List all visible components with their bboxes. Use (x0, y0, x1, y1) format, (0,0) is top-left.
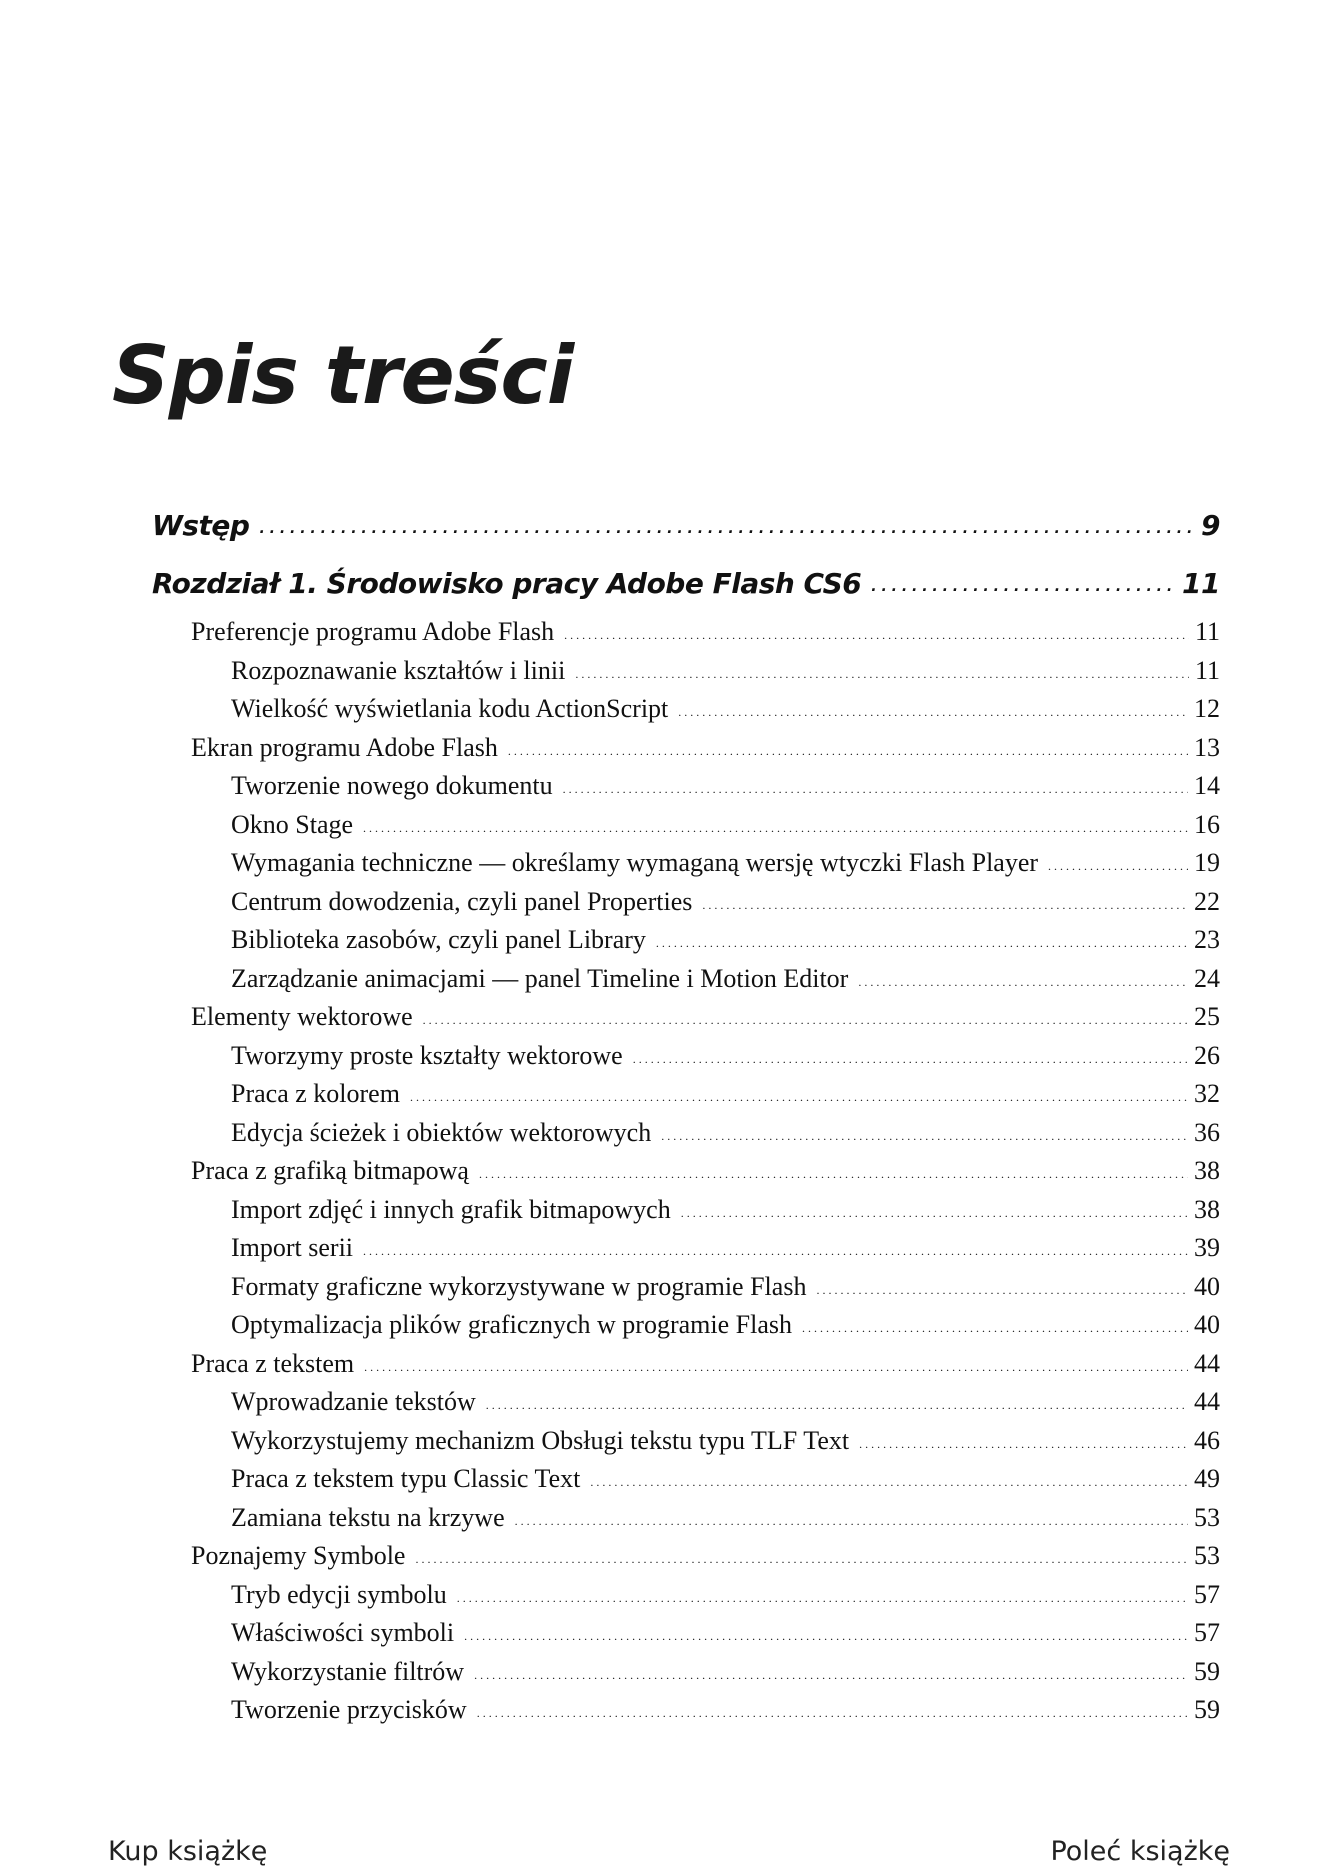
toc-dot-leader (457, 1578, 1188, 1604)
toc-subsection-entry[interactable] (152, 1653, 1220, 1692)
toc-subsection-entry[interactable] (152, 1422, 1220, 1461)
toc-subsection-entry[interactable] (152, 1306, 1220, 1345)
toc-entry-title: Wielkość wyświetlania kodu ActionScript (231, 694, 669, 723)
toc-subsection-entry[interactable] (152, 1114, 1220, 1153)
toc-entry-title: Import serii (231, 1233, 354, 1262)
toc-dot-leader (702, 885, 1188, 911)
toc-subsection-entry[interactable] (152, 883, 1220, 922)
toc-entry-title: Tworzenie przycisków (231, 1695, 467, 1724)
recommend-book-link[interactable]: Poleć książkę (1050, 1836, 1230, 1867)
toc-dot-leader (363, 808, 1188, 834)
toc-entry-title: Zarządzanie animacjami — panel Timeline i Motion Editor (231, 963, 849, 993)
toc-entry-title: Praca z grafiką bitmapową (191, 1156, 469, 1185)
toc-subsection-entry[interactable] (152, 1191, 1220, 1230)
toc-entry-title: Wprowadzanie tekstów (231, 1387, 476, 1416)
toc-entry-page-number: 53 (1194, 1541, 1220, 1570)
toc-entry-title: Wymagania techniczne — określamy wymaganą wersję wtyczki Flash Player (231, 848, 1039, 877)
toc-dot-leader (410, 1077, 1188, 1103)
toc-entry-title: Edycja ścieżek i obiektów wektorowych (231, 1117, 652, 1147)
toc-entry-title: Preferencje programu Adobe Flash (191, 617, 555, 646)
toc-dot-leader (678, 692, 1188, 718)
toc-entry-page-number: 57 (1194, 1618, 1220, 1647)
toc-section-entry[interactable] (152, 1152, 1220, 1191)
toc-dot-leader (575, 654, 1189, 680)
toc-entry-title: Praca z tekstem typu Classic Text (231, 1464, 581, 1493)
toc-subsection-entry[interactable] (152, 1075, 1220, 1114)
toc-subsection-entry[interactable] (152, 1037, 1220, 1076)
toc-subsection-entry[interactable] (152, 1229, 1220, 1268)
toc-section-entry[interactable] (152, 729, 1220, 768)
toc-entry-page-number: 22 (1194, 886, 1220, 916)
toc-entry-title: Wykorzystanie filtrów (231, 1656, 465, 1686)
toc-section-entry[interactable] (152, 1537, 1220, 1576)
buy-book-link[interactable]: Kup książkę (108, 1836, 268, 1867)
toc-dot-leader (486, 1385, 1188, 1411)
toc-dot-leader (564, 615, 1189, 641)
toc-subsection-entry[interactable] (152, 921, 1220, 960)
toc-entry-page-number: 38 (1194, 1156, 1220, 1185)
toc-entry-page-number: 46 (1194, 1425, 1220, 1455)
toc-subsection-entry[interactable] (152, 1383, 1220, 1422)
toc-subsection-entry[interactable] (152, 652, 1220, 691)
toc-dot-leader (259, 508, 1195, 536)
toc-entry-title: Rozpoznawanie kształtów i linii (231, 655, 566, 685)
toc-dot-leader (479, 1154, 1188, 1180)
toc-entry-page-number: 32 (1194, 1079, 1220, 1108)
toc-dot-leader (1048, 846, 1188, 872)
toc-entry-page-number: 49 (1194, 1464, 1220, 1493)
toc-entry-title: Tworzymy proste kształty wektorowe (231, 1040, 623, 1070)
toc-subsection-entry[interactable] (152, 1691, 1220, 1730)
toc-entry-page-number: 26 (1194, 1040, 1220, 1070)
toc-subsection-entry[interactable] (152, 1614, 1220, 1653)
toc-entry-title: Biblioteka zasobów, czyli panel Library (231, 925, 646, 954)
toc-dot-leader (633, 1039, 1188, 1065)
toc-subsection-entry[interactable] (152, 1499, 1220, 1538)
toc-entry-title: Praca z kolorem (231, 1079, 400, 1108)
toc-subsection-entry[interactable] (152, 1268, 1220, 1307)
toc-entry-page-number: 11 (1194, 617, 1220, 646)
toc-section-entry[interactable] (152, 613, 1220, 652)
toc-dot-leader (661, 1116, 1188, 1142)
toc-entry-title: Właściwości symboli (231, 1618, 455, 1647)
toc-entry-title: Zamiana tekstu na krzywe (231, 1502, 505, 1532)
toc-chapter-entry[interactable] (152, 497, 1220, 555)
toc-dot-leader (464, 1616, 1188, 1642)
toc-section-entry[interactable] (152, 998, 1220, 1037)
toc-dot-leader (515, 1501, 1188, 1527)
toc-subsection-entry[interactable] (152, 960, 1220, 999)
toc-entry-page-number: 12 (1194, 694, 1220, 723)
toc-entry-title: Formaty graficzne wykorzystywane w programie Flash (231, 1271, 807, 1301)
toc-subsection-entry[interactable] (152, 1460, 1220, 1499)
page-title: Spis treści (112, 329, 574, 422)
toc-entry-title: Elementy wektorowe (191, 1002, 413, 1031)
toc-dot-leader (871, 566, 1176, 594)
toc-entry-title: Import zdjęć i innych grafik bitmapowych (231, 1194, 671, 1224)
toc-entry-title: Ekran programu Adobe Flash (191, 732, 498, 762)
toc-dot-leader (859, 1424, 1188, 1450)
toc-entry-page-number: 44 (1194, 1348, 1220, 1378)
toc-entry-title: Poznajemy Symbole (191, 1541, 406, 1570)
toc-entry-title: Tryb edycji symbolu (231, 1579, 447, 1609)
toc-chapter-entry[interactable] (152, 555, 1220, 613)
toc-entry-title: Wykorzystujemy mechanizm Obsługi tekstu typu TLF Text (231, 1425, 850, 1455)
toc-entry-title: Wstęp (152, 509, 250, 542)
toc-dot-leader (363, 1231, 1188, 1257)
toc-dot-leader (423, 1000, 1188, 1026)
toc-entry-page-number: 36 (1194, 1117, 1220, 1147)
toc-entry-title: Okno Stage (231, 809, 354, 839)
toc-entry-page-number: 25 (1194, 1002, 1220, 1031)
table-of-contents (152, 497, 1220, 1730)
toc-dot-leader (563, 769, 1188, 795)
toc-dot-leader (802, 1308, 1188, 1334)
toc-dot-leader (508, 731, 1188, 757)
toc-entry-page-number: 19 (1194, 848, 1220, 877)
toc-subsection-entry[interactable] (152, 806, 1220, 845)
toc-dot-leader (816, 1270, 1188, 1296)
toc-entry-title: Praca z tekstem (191, 1348, 355, 1378)
toc-entry-page-number: 11 (1182, 567, 1220, 600)
toc-entry-title: Rozdział 1. Środowisko pracy Adobe Flash CS6 (152, 567, 862, 600)
toc-entry-page-number: 13 (1194, 732, 1220, 762)
toc-entry-page-number: 39 (1194, 1233, 1220, 1262)
toc-entry-page-number: 59 (1194, 1656, 1220, 1686)
toc-dot-leader (590, 1462, 1188, 1488)
toc-entry-page-number: 23 (1194, 925, 1220, 954)
toc-entry-page-number: 44 (1194, 1387, 1220, 1416)
toc-entry-page-number: 40 (1194, 1310, 1220, 1339)
toc-section-entry[interactable] (152, 1345, 1220, 1384)
toc-entry-title: Tworzenie nowego dokumentu (231, 771, 553, 800)
toc-entry-page-number: 24 (1194, 963, 1220, 993)
toc-entry-title: Centrum dowodzenia, czyli panel Properties (231, 886, 693, 916)
toc-subsection-entry[interactable] (152, 690, 1220, 729)
toc-subsection-entry[interactable] (152, 844, 1220, 883)
toc-entry-page-number: 40 (1194, 1271, 1220, 1301)
toc-entry-page-number: 57 (1194, 1579, 1220, 1609)
toc-entry-page-number: 38 (1194, 1194, 1220, 1224)
toc-dot-leader (477, 1693, 1188, 1719)
toc-entry-page-number: 14 (1194, 771, 1220, 800)
toc-dot-leader (858, 962, 1188, 988)
toc-dot-leader (656, 923, 1188, 949)
toc-dot-leader (364, 1347, 1188, 1373)
toc-entry-title: Optymalizacja plików graficznych w programie Flash (231, 1310, 792, 1339)
toc-entry-page-number: 9 (1201, 509, 1220, 542)
toc-dot-leader (415, 1539, 1188, 1565)
toc-dot-leader (681, 1193, 1188, 1219)
toc-entry-page-number: 59 (1194, 1695, 1220, 1724)
toc-entry-page-number: 16 (1194, 809, 1220, 839)
toc-subsection-entry[interactable] (152, 767, 1220, 806)
toc-subsection-entry[interactable] (152, 1576, 1220, 1615)
toc-dot-leader (474, 1655, 1188, 1681)
toc-entry-page-number: 53 (1194, 1502, 1220, 1532)
toc-entry-page-number: 11 (1194, 655, 1220, 685)
